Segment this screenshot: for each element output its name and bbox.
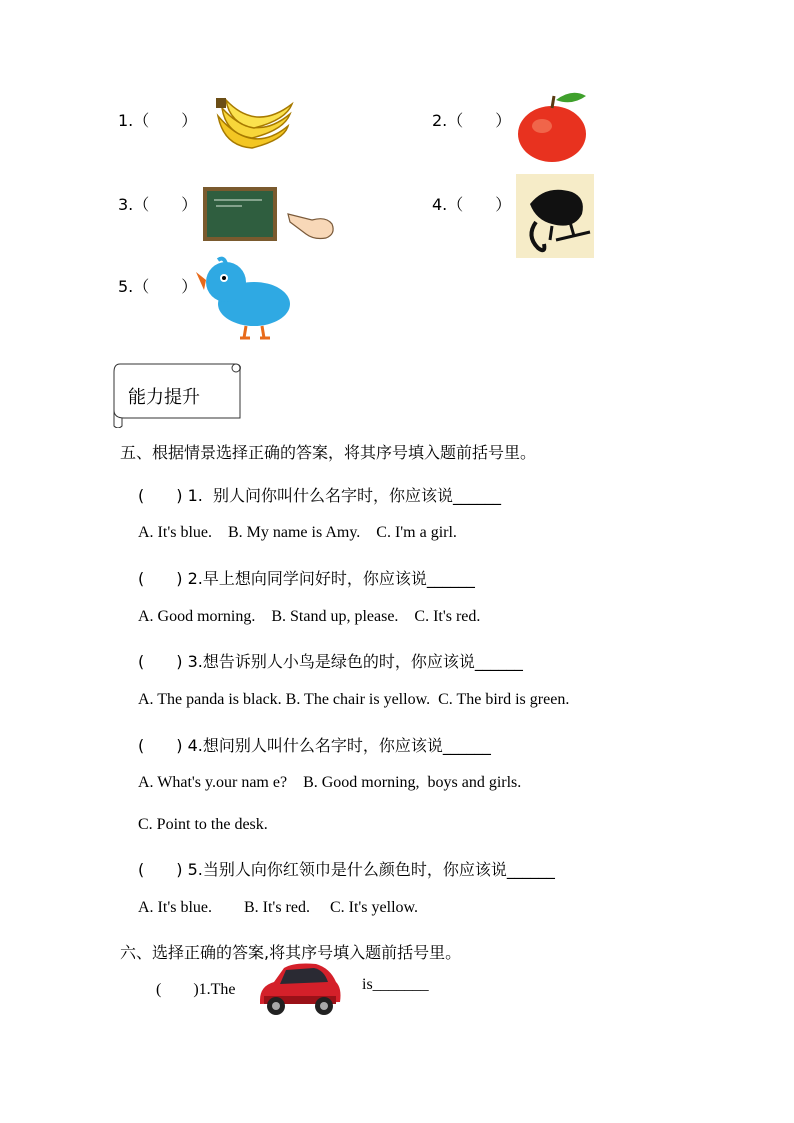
- section5-question-5: ( ) 5.当别人向你红领巾是什么颜色时，你应该说______: [138, 860, 555, 879]
- picture-item-4-label: 4.（ ）: [432, 195, 512, 214]
- section6-question-1-suffix: is_______: [362, 976, 429, 993]
- section5-options-4: A. What's y.our nam e? B. Good morning, boys and girls.: [138, 774, 522, 791]
- section5-question-1: ( ) 1. 别人问你叫什么名字时，你应该说______: [138, 486, 502, 505]
- section6-question-1-prefix: ( )1.The: [156, 981, 236, 998]
- section5-options-1: A. It's blue. B. My name is Amy. C. I'm a girl.: [138, 524, 457, 541]
- picture-item-1-label: 1.（ ）: [118, 111, 198, 130]
- section5-question-3: ( ) 3.想告诉别人小鸟是绿色的时，你应该说______: [138, 652, 523, 671]
- section-banner-title: 能力提升: [128, 387, 200, 408]
- picture-item-3-label: 3.（ ）: [118, 195, 198, 214]
- section5-options-5: A. It's blue. B. It's red. C. It's yellow.: [138, 899, 419, 916]
- section5-question-2: ( ) 2.早上想向同学问好时，你应该说______: [138, 569, 475, 588]
- pointing-hand-icon: [286, 206, 338, 242]
- section5-options-2: A. Good morning. B. Stand up, please. C. It's red.: [138, 608, 481, 625]
- apple-icon: [514, 88, 594, 164]
- blackboard-icon: [202, 186, 278, 242]
- bird-icon: [196, 256, 292, 342]
- picture-item-2-label: 2.（ ）: [432, 111, 512, 130]
- red-car-icon: [254, 956, 344, 1022]
- banana-icon: [212, 96, 294, 154]
- picture-item-5-label: 5.（ ）: [118, 277, 198, 296]
- section5-question-4: ( ) 4.想问别人叫什么名字时，你应该说______: [138, 736, 491, 755]
- section5-options-4-extra: C. Point to the desk.: [138, 816, 268, 833]
- section5-heading: 五、根据情景选择正确的答案，将其序号填入题前括号里。: [120, 443, 537, 462]
- chameleon-icon: [516, 174, 594, 258]
- section5-options-3: A. The panda is black. B. The chair is yellow. C. The bird is green.: [138, 691, 570, 708]
- section6-heading: 六、选择正确的答案,将其序号填入题前括号里。: [120, 943, 462, 962]
